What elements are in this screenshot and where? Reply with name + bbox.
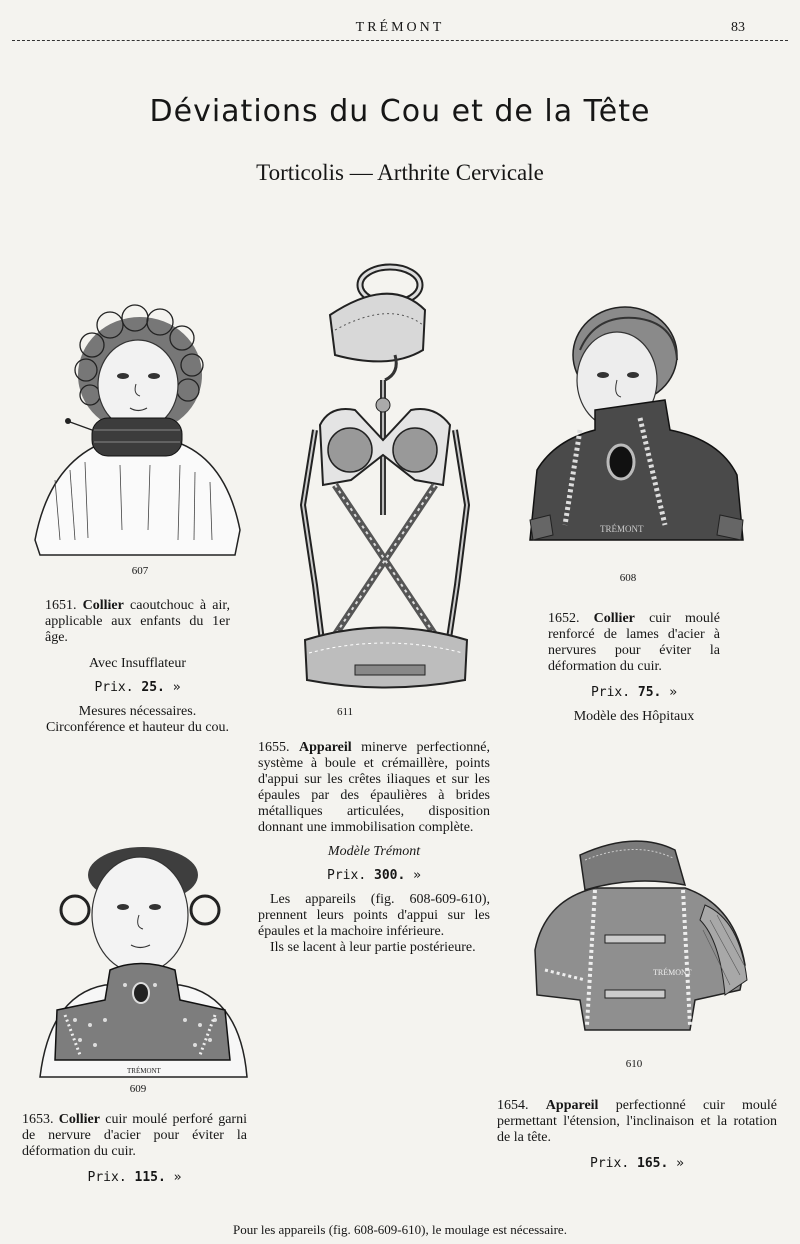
item-1655-price-line xyxy=(258,868,490,884)
figure-608-number: 608 xyxy=(619,572,637,584)
item-1654-price: 165. xyxy=(637,1156,669,1171)
item-1654-description xyxy=(497,1098,777,1172)
item-1654-ref: 1654. xyxy=(497,1098,529,1113)
page-number: 83 xyxy=(731,20,745,35)
item-1651-note: Mesures nécessaires. Circonférence et hauteur du cou. xyxy=(45,704,230,735)
item-1653-price-suffix: » xyxy=(173,1170,182,1185)
item-1654-name: Appareil xyxy=(545,1098,599,1113)
item-1652-description xyxy=(548,611,720,725)
item-1651-extra: Avec Insufflateur xyxy=(88,656,187,671)
item-1655-para2: Ils se lacent à leur partie postérieure. xyxy=(270,940,476,955)
item-1654-price-suffix: » xyxy=(676,1156,684,1171)
item-1655-description xyxy=(258,740,490,956)
item-1651-ref: 1651. xyxy=(45,598,77,613)
item-1652-ref: 1652. xyxy=(548,611,580,626)
header-rule xyxy=(12,40,788,41)
running-title: TRÉMONT xyxy=(355,20,445,35)
figure-608-stamp: TRÉMONT xyxy=(600,524,644,534)
figure-609-number: 609 xyxy=(129,1083,147,1095)
item-1655-ref: 1655. xyxy=(258,740,290,755)
item-1653-price-line xyxy=(22,1170,247,1186)
item-1651-price-line xyxy=(45,680,230,696)
item-1652-price-suffix: » xyxy=(669,685,678,700)
item-1655-para1: Les appareils (fig. 608-609-610), prennent leurs points d'appui sur les épaules et la machoire inférieure. xyxy=(258,892,490,939)
item-1653-description xyxy=(22,1112,247,1186)
item-1652-name: Collier xyxy=(593,611,635,626)
item-1653-price: 115. xyxy=(134,1170,166,1185)
item-1651-price-suffix: » xyxy=(172,680,181,695)
item-1654-price-label: Prix. xyxy=(590,1156,630,1171)
item-1651-description xyxy=(45,598,230,736)
item-1655-price: 300. xyxy=(374,868,406,883)
footer-note: Pour les appareils (fig. 608-609-610), le moulage est nécessaire. xyxy=(233,1222,567,1237)
figure-610-number: 610 xyxy=(625,1058,643,1070)
item-1652-note: Modèle des Hôpitaux xyxy=(573,709,695,724)
item-1653-name: Collier xyxy=(58,1112,100,1127)
figure-611-number: 611 xyxy=(336,706,354,718)
item-1655-price-label: Prix. xyxy=(327,868,367,883)
item-1654-price-line xyxy=(497,1156,777,1172)
item-1652-desc: cuir moulé renforcé de lames d'acier à nervures pour éviter la déformation du cuir. xyxy=(548,611,720,674)
item-1653-desc: cuir moulé perforé garni de nervure d'acier pour éviter la déformation du cuir. xyxy=(22,1112,247,1159)
item-1655-model: Modèle Trémont xyxy=(327,844,421,859)
item-1651-desc: caoutchouc à air, applicable aux enfants du 1er âge. xyxy=(45,598,230,645)
page-title: Déviations du Cou et de la Tête xyxy=(149,94,651,129)
item-1653-price-label: Prix. xyxy=(87,1170,127,1185)
figure-609-stamp: TRÉMONT xyxy=(127,1067,161,1075)
item-1651-price-label: Prix. xyxy=(94,680,134,695)
item-1655-name: Appareil xyxy=(299,740,352,755)
figure-610-stamp: TRÉMONT xyxy=(653,968,692,977)
item-1654-desc: perfectionné cuir moulé permettant l'étension, l'inclinaison et la rotation de la tête. xyxy=(497,1098,778,1145)
item-1652-price: 75. xyxy=(637,685,662,700)
item-1652-price-label: Prix. xyxy=(590,685,631,700)
item-1655-price-suffix: » xyxy=(413,868,421,883)
item-1653-ref: 1653. xyxy=(22,1112,54,1127)
figure-607-illustration xyxy=(30,290,245,560)
item-1655-desc: minerve perfectionné, système à boule et crémaillère, points d'appui sur les crêtes iliaques et sur les épaules par des épaulières à brides métalliques articulées, disposition donnant une immobilisation complète. xyxy=(258,740,491,835)
figure-609-illustration xyxy=(35,845,250,1080)
figure-610-illustration xyxy=(525,830,750,1040)
item-1652-price-line xyxy=(548,685,720,701)
figure-608-illustration xyxy=(525,300,745,560)
figure-611-illustration xyxy=(295,255,485,695)
item-1651-price: 25. xyxy=(141,680,165,695)
figure-607-number: 607 xyxy=(131,565,149,577)
item-1651-name: Collier xyxy=(82,598,124,613)
page-subtitle: Torticolis — Arthrite Cervicale xyxy=(256,160,544,185)
